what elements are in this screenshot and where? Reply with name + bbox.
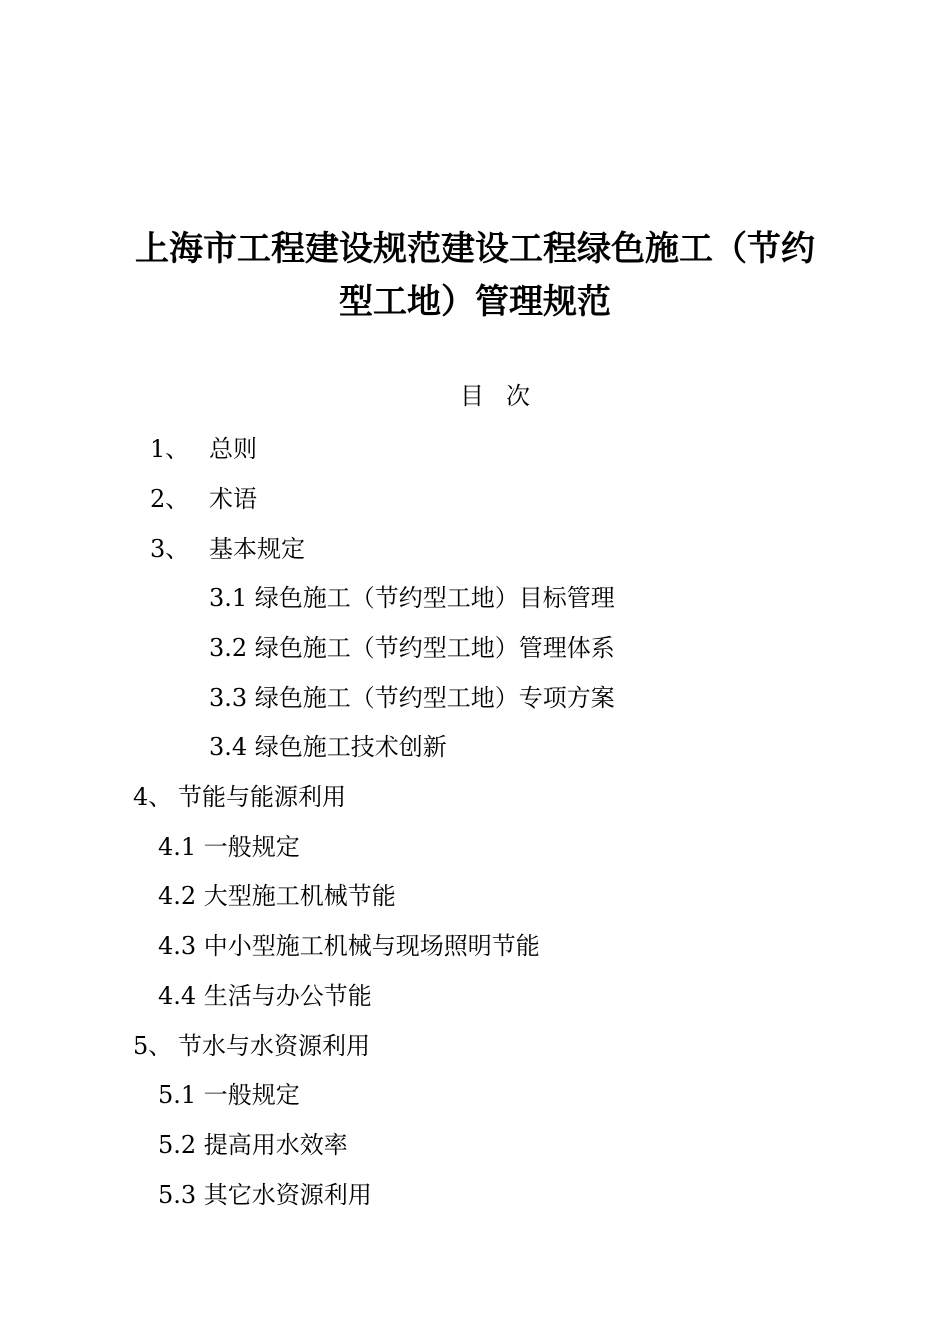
toc-entry-3[interactable] [150, 537, 305, 561]
toc-entry-text: 5.2 提高用水效率 [158, 1131, 348, 1159]
toc-heading-char-2: 次 [506, 382, 530, 410]
toc-heading [0, 384, 950, 408]
toc-entry-4-1[interactable] [158, 835, 300, 859]
toc-entry-1[interactable] [150, 437, 257, 461]
toc-entry-text: 3.2 绿色施工（节约型工地）管理体系 [209, 634, 615, 662]
toc-entry-text: 节能与能源利用 [178, 783, 346, 811]
toc-entry-text: 3.3 绿色施工（节约型工地）专项方案 [209, 684, 615, 712]
toc-entry-text: 5.3 其它水资源利用 [158, 1181, 372, 1209]
toc-entry-4[interactable] [133, 785, 346, 809]
toc-entry-4-4[interactable] [158, 984, 372, 1008]
document-title-line-2: 型工地）管理规范 [339, 282, 611, 322]
toc-entry-text: 术语 [209, 485, 257, 513]
toc-entry-text: 基本规定 [209, 535, 305, 563]
toc-entry-3-3[interactable] [209, 686, 615, 710]
toc-entry-text: 4.4 生活与办公节能 [158, 982, 372, 1010]
toc-entry-2[interactable] [150, 487, 257, 511]
document-title-line-1: 上海市工程建设规范建设工程绿色施工（节约 [135, 229, 815, 269]
toc-entry-number: 4、 [133, 783, 173, 811]
toc-entry-text: 3.1 绿色施工（节约型工地）目标管理 [209, 584, 615, 612]
toc-entry-3-4[interactable] [209, 735, 447, 759]
toc-entry-4-3[interactable] [158, 934, 540, 958]
toc-entry-number: 1、 [150, 435, 190, 463]
toc-entry-text: 3.4 绿色施工技术创新 [209, 733, 447, 761]
toc-entry-5-2[interactable] [158, 1133, 348, 1157]
toc-entry-number: 5、 [133, 1032, 173, 1060]
toc-entry-text: 4.2 大型施工机械节能 [158, 882, 396, 910]
toc-entry-4-2[interactable] [158, 884, 396, 908]
toc-entry-5-3[interactable] [158, 1183, 372, 1207]
toc-entry-text: 4.1 一般规定 [158, 833, 300, 861]
toc-entry-text: 4.3 中小型施工机械与现场照明节能 [158, 932, 540, 960]
toc-entry-5[interactable] [133, 1034, 370, 1058]
toc-entry-5-1[interactable] [158, 1083, 300, 1107]
toc-entry-number: 2、 [150, 485, 190, 513]
toc-entry-number: 3、 [150, 535, 190, 563]
toc-entry-3-2[interactable] [209, 636, 615, 660]
toc-heading-char-1: 目 [460, 382, 484, 410]
toc-entry-3-1[interactable] [209, 586, 615, 610]
toc-entry-text: 节水与水资源利用 [178, 1032, 370, 1060]
toc-entry-text: 总则 [209, 435, 257, 463]
toc-entry-text: 5.1 一般规定 [158, 1081, 300, 1109]
